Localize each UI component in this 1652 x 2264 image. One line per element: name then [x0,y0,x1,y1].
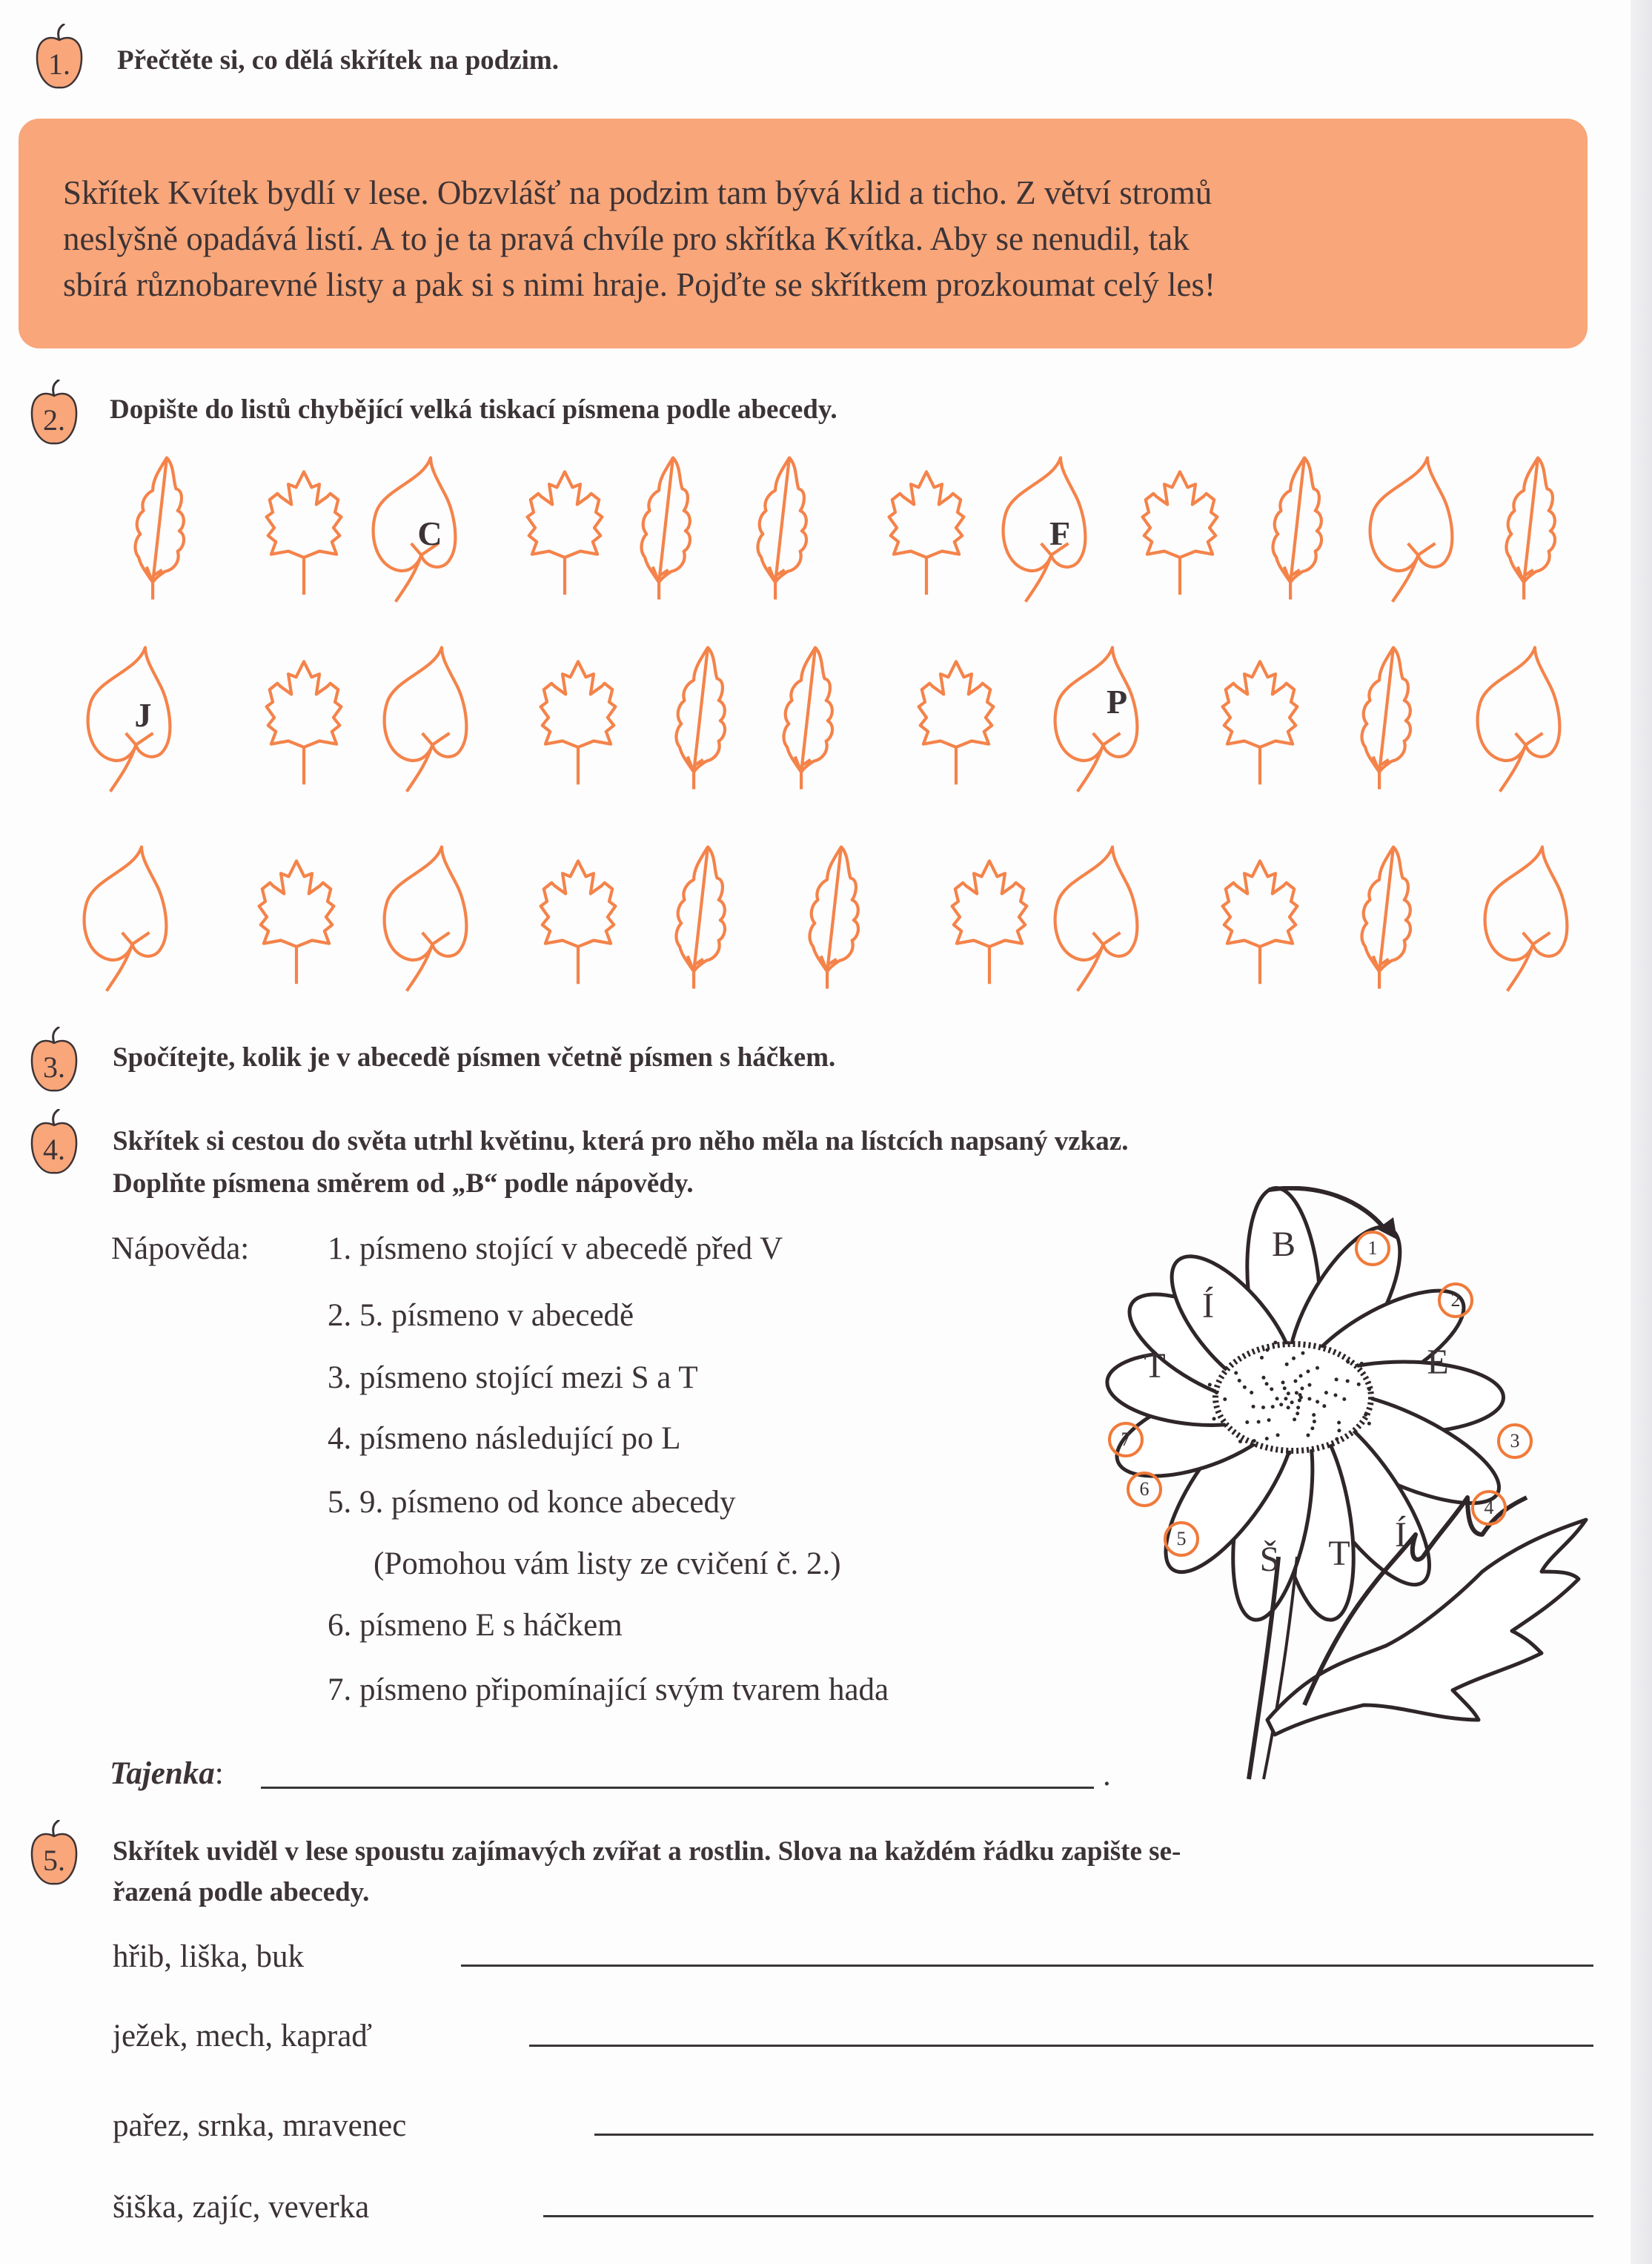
flower-center-dot [1367,1387,1371,1391]
leaf-letter-f: F [1049,514,1071,552]
flower-center-dot [1299,1374,1303,1377]
flower-center-dot [1324,1391,1328,1394]
petal-letter: T [1144,1346,1166,1386]
petal-letter: E [1427,1343,1449,1382]
leaf-heart-icon [385,648,467,792]
leaf-maple-icon [259,861,334,984]
word-row: pařez, srnka, mravenec [113,2108,407,2143]
flower-center-dot [1316,1400,1319,1403]
word-row: šiška, zajíc, veverka [113,2190,370,2225]
apple-number-icon [28,1027,80,1093]
flower-center-dot [1261,1376,1265,1380]
flower-center-dot [1306,1434,1310,1437]
flower-center-dot [1295,1391,1298,1394]
flower-center-dot [1238,1379,1241,1383]
hint-item: 1. písmeno stojící v abecedě před V [328,1231,783,1266]
leaf-oak-icon [135,458,184,600]
apple-number-icon [28,1820,80,1887]
petal-letter: T [1328,1534,1350,1573]
answer-line-row-3[interactable] [594,2134,1593,2136]
leaf-oak-icon [1361,847,1410,989]
answer-line-row-4[interactable] [543,2215,1593,2217]
story-line: neslyšně opadává listí. A to je ta pravá chvíle pro skřítka Kvítka. Aby se nenudil, tak [63,220,1190,257]
leaf-maple-icon [267,471,342,595]
petal-number-circle: 4 [1471,1490,1507,1526]
leaf-oak-icon [783,648,832,790]
leaf-heart-icon [1370,458,1453,602]
daisy-illustration [1067,1186,1601,1794]
exercise-4-title-line1: Skřítek si cestou do světa utrhl květinu, která pro něho měla na lístcích napsaný vzkaz. [113,1126,1129,1156]
story-line: sbírá různobarevné listy a pak si s nimi hraje. Pojďte se skřítkem prozkoumat celý les! [63,266,1215,303]
flower-center-dot [1298,1393,1302,1397]
flower-center-dot [1223,1397,1227,1401]
flower-center-dot [1322,1404,1326,1408]
flower-center-dot [1337,1429,1341,1432]
answer-colon: : [214,1756,224,1791]
flower-center-dot [1307,1397,1311,1400]
flower-center-dot [1300,1386,1304,1390]
hint-item: 7. písmeno připomínající svým tvarem hada [328,1672,889,1707]
leaf-maple-icon [528,471,603,595]
flower-center-dot [1313,1420,1316,1423]
flower-center-dot [1335,1437,1338,1441]
flower-center-dot [1287,1452,1291,1455]
leaf-letter-j: J [134,696,152,734]
hint-item: 5. 9. písmeno od konce abecedy [328,1485,736,1520]
leaf-heart-icon [1485,847,1568,991]
flower-center-dot [1293,1379,1297,1383]
apple-number-icon [28,380,80,446]
leaf-maple-icon [267,661,342,784]
petal-letter: Í [1202,1286,1214,1325]
flower-center-dot [1215,1391,1218,1394]
flower-center-dot [1298,1398,1301,1402]
exercise-1-title: Přečtěte si, co dělá skřítek na podzim. [117,45,559,76]
exercise-number: 5. [43,1844,65,1877]
apple-number-icon [33,24,85,90]
flower-center-dot [1301,1351,1304,1355]
flower-center-dot [1267,1418,1271,1422]
flower-center-dot [1290,1400,1294,1404]
leaf-oak-icon [1506,458,1555,600]
exercise-number: 3. [43,1050,65,1084]
word-row: hřib, liška, buk [113,1939,304,1974]
leaf-oak-icon [1361,648,1410,790]
flower-center-dot [1273,1341,1277,1345]
hint-item: 3. písmeno stojící mezi S a T [328,1360,698,1395]
flower-center-dot [1213,1417,1216,1420]
leaf-letter-p: P [1106,683,1128,721]
flower-center-dot [1234,1371,1238,1374]
petal-letter: Í [1395,1515,1407,1555]
petal-number-circle: 6 [1127,1472,1162,1507]
flower-center-dot [1287,1406,1290,1409]
flower-center-dot [1265,1437,1269,1440]
exercise-5-title-line2: řazená podle abecedy. [113,1877,370,1907]
petal-letter: B [1271,1225,1296,1264]
flower-center-dot [1285,1363,1289,1366]
leaf-letter-c: C [417,514,442,552]
leaf-maple-icon [889,471,964,595]
flower-center-dot [1307,1383,1311,1387]
leaf-maple-icon [919,661,994,784]
flower-center-dot [1346,1360,1350,1364]
flower-center-dot [1284,1397,1287,1400]
leaf-maple-icon [1143,471,1218,595]
flower-center-dot [1346,1379,1350,1383]
flower-center-dot [1271,1405,1275,1409]
flower-center-dot [1281,1380,1285,1384]
hint-item: 4. písmeno následující po L [328,1421,681,1456]
leaf-oak-icon [641,458,690,600]
exercise-3-title: Spočítejte, kolik je v abecedě písmen včetně písmen s háčkem. [113,1042,836,1073]
answer-label [110,1755,224,1793]
exercise-number: 1. [48,47,70,81]
flower-center-dot [1334,1393,1338,1397]
exercise-2-title: Dopište do listů chybějící velká tiskací písmena podle abecedy. [110,394,837,425]
answer-label-text: Tajenka [110,1756,215,1791]
leaf-heart-icon [385,847,467,991]
flower-center-dot [1337,1420,1341,1424]
story-box [19,119,1588,348]
flower-center-dot [1293,1417,1296,1421]
answer-input-line[interactable] [261,1787,1094,1789]
flower-center-dot [1270,1387,1273,1391]
page-edge-shadow [1631,0,1652,2264]
flower-center-dot [1260,1356,1264,1360]
hint-item: 6. písmeno E s háčkem [328,1608,623,1643]
flower-center-dot [1312,1413,1316,1417]
flower-center-dot [1367,1422,1371,1426]
leaf-heart-icon [1478,648,1560,792]
flower-center-dot [1335,1377,1338,1381]
leaf-oak-icon [676,648,725,790]
leaf-maple-icon [952,861,1027,984]
leaf-maple-icon [541,661,616,784]
flower-center-dot [1265,1382,1269,1386]
hint-label: Nápověda: [111,1231,250,1266]
flower-center-dot [1253,1439,1256,1443]
flower-center-dot [1261,1406,1265,1409]
flower-center-dot [1292,1357,1296,1360]
word-row: ježek, mech, kapraď [113,2019,373,2053]
flower-center-dot [1364,1413,1367,1417]
flower-center-dot [1250,1391,1253,1394]
exercise-number: 4. [43,1133,65,1166]
flower-center-dot [1316,1366,1319,1370]
flower-center-dot [1238,1440,1242,1443]
flower-center-dot [1279,1403,1283,1406]
flower-center-dot [1360,1362,1364,1366]
flower-center-dot [1296,1411,1299,1415]
petal-letter: Š [1259,1540,1280,1579]
answer-line-row-1[interactable] [461,1965,1593,1967]
petal-number-circle: 2 [1438,1282,1473,1318]
flower-center-dot [1276,1397,1279,1400]
flower-center-dot [1357,1383,1361,1386]
petal-number-circle: 3 [1497,1423,1533,1459]
leaf-maple-icon [1223,861,1298,984]
leaf-oak-icon [1273,458,1321,600]
answer-line-row-2[interactable] [529,2045,1593,2047]
hint-note: (Pomohou vám listy ze cvičení č. 2.) [374,1546,841,1581]
flower-center-dot [1276,1433,1280,1437]
petal-number-circle: 5 [1164,1521,1199,1557]
flower-center-dot [1306,1369,1310,1373]
petal-number-circle: 1 [1355,1231,1390,1266]
answer-end-dot: . [1103,1758,1111,1793]
flower-center-dot [1208,1383,1212,1386]
exercise-number: 2. [43,403,65,437]
leaf-heart-icon [84,847,167,991]
leaf-oak-icon [676,847,725,989]
flower-center-dot [1265,1348,1269,1351]
flower-center-dot [1342,1397,1346,1401]
flower-center-dot [1245,1420,1249,1424]
story-line: Skřítek Kvítek bydlí v lese. Obzvlášť na podzim tam bývá klid a ticho. Z větví stromů [63,174,1213,211]
leaf-maple-icon [1223,661,1298,784]
petal-number-circle: 7 [1108,1422,1144,1457]
apple-number-icon [28,1109,80,1176]
flower-center-dot [1283,1386,1287,1390]
flower-center-dot [1296,1406,1300,1409]
exercise-5-title-line1: Skřítek uviděl v lese spoustu zajímavých zvířat a rostlin. Slova na každém řádku zapište se- [113,1836,1181,1867]
flower-center-dot [1257,1420,1261,1424]
flower-center-dot [1310,1426,1314,1430]
leaf-oak-icon [757,458,806,600]
flower-center-dot [1243,1386,1247,1389]
hint-item: 2. 5. písmeno v abecedě [328,1298,634,1333]
exercise-4-title-line2: Doplňte písmena směrem od „B“ podle nápovědy. [113,1168,694,1199]
leaf-maple-icon [541,861,616,984]
leaf-heart-icon [1055,847,1138,991]
flower-center-dot [1252,1405,1255,1409]
leaf-oak-icon [809,847,858,989]
flower-center-dot [1287,1391,1290,1395]
